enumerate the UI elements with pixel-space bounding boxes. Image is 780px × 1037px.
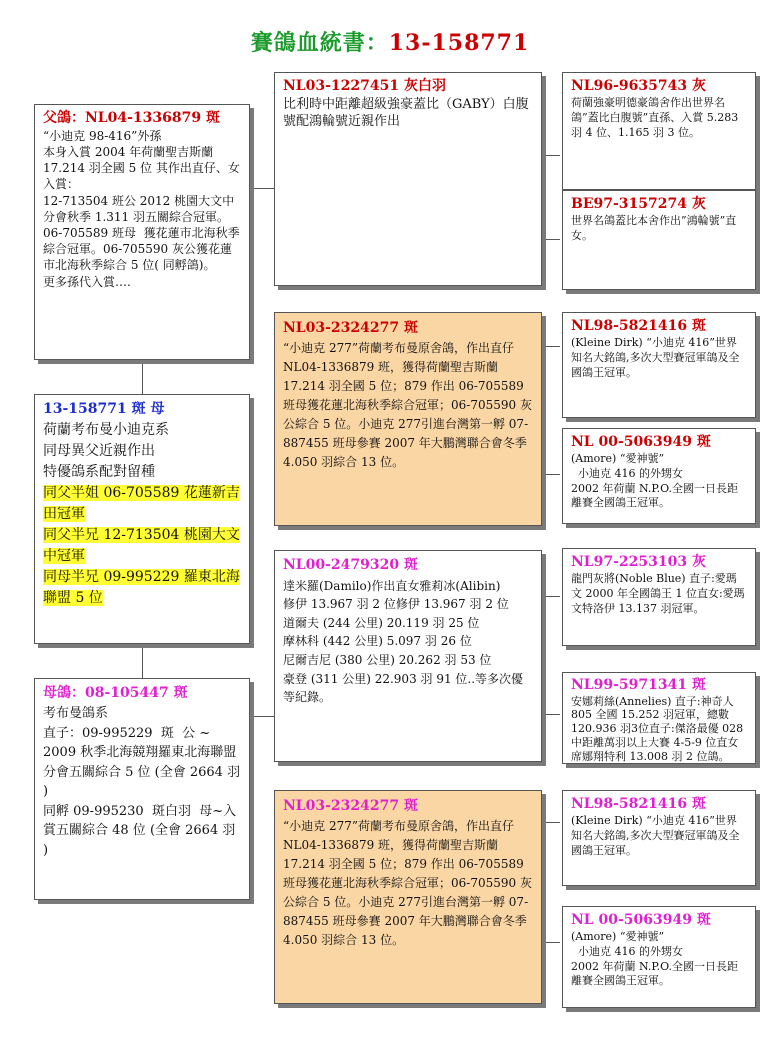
ddd-header: NL 00-5063949 斑	[571, 912, 711, 928]
dam-sire-line: 修伊 13.967 羽 2 位修伊 13.967 羽 2 位	[283, 597, 509, 612]
dam-header: 母鴿：08-105447 斑	[43, 685, 188, 701]
subject-box	[34, 394, 250, 644]
subject-line: 荷蘭考布曼小迪克系	[43, 422, 169, 438]
sds-header: NL98-5821416 斑	[571, 318, 706, 334]
sire-sire-description: 比利時中距離超級強豪蓋比（GABY）白腹號配鴻輪號近親作出	[283, 96, 529, 130]
ssd-description: 世界名鴿蓋比本舍作出”鴻輪號”直女。	[571, 213, 737, 242]
dss-description: 龍門灰將(Noble Blue) 直子:愛瑪文 2000 年全國鴿王 1 位直女:愛瑪文特洛伊 13.137 羽冠軍。	[571, 571, 745, 615]
dam-dam-header: NL03-2324277 斑	[283, 798, 418, 814]
subject-highlight: 同母半兄 09-995229 羅東北海聯盟 5 位	[43, 569, 240, 606]
ddd-box	[562, 906, 756, 1008]
sire-description: “小迪克 98-416”外孫 本身入賞 2004 年荷蘭聖吉斯蘭 17.214 羽全國 5 位 其作出直仔、女入賞： 12-713504 班公 2012 桃園大文中分會秋季 1.311 羽五關綜合冠軍。 06-705589 班母 獲花蓮市北海秋季綜合冠軍。06-705590 灰公獲花蓮市北海秋季綜合 5 位( 同孵鴿)。 更多孫代入賞….	[43, 128, 240, 289]
connector-line	[542, 714, 560, 715]
connector-line	[542, 942, 560, 943]
connector-line	[542, 596, 560, 597]
dds-description: (Kleine Dirk) “小迪克 416”世界知名大銘鴿,多次大型賽冠軍鴿及全國鴿王冠軍。	[571, 813, 740, 857]
connector-line	[542, 346, 560, 347]
dam-sire-line: 豪登 (311 公里) 22.903 羽 91 位..等多次優等紀錄。	[283, 671, 524, 705]
connector-line	[142, 644, 143, 678]
connector-line	[542, 239, 560, 240]
sss-description: 荷蘭強豪明德豪鴿舍作出世界名鴿”蓋比白腹號”直孫、入賞 5.283 羽 4 位、1.165 羽 3 位。	[571, 95, 739, 139]
dam-sire-line: 尼爾吉尼 (380 公里) 20.262 羽 53 位	[283, 653, 492, 668]
sire-dam-description: “小迪克 277”荷蘭考布曼原舍鴿，作出直仔 NL04-1336879 班，獲得荷蘭聖吉斯蘭 17.214 羽全國 5 位；879 作出 06-705589 班母獲花蓮北海秋季綜合冠軍；06-705590 灰公綜合 5 位。小迪克 277引進台灣第一孵 07-887455 班母參賽 2007 年大鵬灣聯合會冬季 4.050 羽綜合 13 位。	[283, 341, 532, 469]
connector-line	[250, 716, 274, 717]
connector-line	[250, 188, 274, 189]
subject-line: 同母異父近親作出	[43, 443, 155, 459]
subject-highlight: 同父半兄 12-713504 桃園大文中冠軍	[43, 527, 240, 564]
ddd-description: (Amore) “愛神號” 小迪克 416 的外甥女 2002 年荷蘭 N.P.O.全國一日長距離賽全國鴿王冠軍。	[571, 929, 738, 988]
connector-line	[542, 822, 560, 823]
dam-dam-description: “小迪克 277”荷蘭考布曼原舍鴿，作出直仔 NL04-1336879 班，獲得荷蘭聖吉斯蘭 17.214 羽全國 5 位；879 作出 06-705589 班母獲花蓮北海秋季綜合冠軍；06-705590 灰公綜合 5 位。小迪克 277引進台灣第一孵 07-887455 班母參賽 2007 年大鵬灣聯合會冬季 4.050 羽綜合 13 位。	[283, 819, 532, 947]
sire-box	[34, 104, 250, 360]
dam-description: 考布曼鴿系 直子：09-995229 斑 公 ~ 2009 秋季北海競翔羅東北海聯盟分會五關綜合 5 位 (全會 2664 羽 ) 同孵 09-995230 斑白羽 母~入賞五關綜合 48 位 (全會 2664 羽 )	[43, 706, 241, 858]
title-ring-number: 13-158771	[388, 30, 530, 56]
sdd-box	[562, 428, 756, 524]
sire-dam-header: NL03-2324277 斑	[283, 320, 418, 336]
sire-header: 父鴿：NL04-1336879 斑	[43, 110, 220, 126]
pedigree-title	[0, 26, 780, 57]
sire-dam-box	[274, 312, 542, 526]
dam-sire-line: 道爾夫 (244 公里) 20.119 羽 25 位	[283, 615, 480, 630]
sire-sire-box	[274, 72, 542, 286]
dsd-header: NL99-5971341 斑	[571, 677, 706, 693]
dam-sire-line: 摩林科 (442 公里) 5.097 羽 26 位	[283, 634, 472, 649]
sds-box	[562, 312, 756, 418]
sire-sire-header: NL03-1227451 灰白羽	[283, 78, 446, 94]
subject-highlight: 同父半姐 06-705589 花蓮新吉田冠軍	[43, 485, 240, 522]
sdd-header: NL 00-5063949 斑	[571, 434, 711, 450]
subject-line: 特優鴿系配對留種	[43, 464, 155, 480]
dsd-box	[562, 672, 756, 764]
dss-header: NL97-2253103 灰	[571, 554, 706, 570]
connector-line	[542, 474, 560, 475]
sss-box	[562, 72, 756, 190]
dam-sire-header: NL00-2479320 斑	[283, 557, 418, 573]
dam-sire-box	[274, 550, 542, 762]
sds-description: (Kleine Dirk) “小迪克 416”世界知名大銘鴿,多次大型賽冠軍鴿及全國鴿王冠軍。	[571, 335, 740, 379]
subject-header: 13-158771 斑 母	[43, 401, 165, 417]
dds-header: NL98-5821416 斑	[571, 796, 706, 812]
ssd-box	[562, 190, 756, 290]
dss-box	[562, 548, 756, 646]
sss-header: NL96-9635743 灰	[571, 78, 706, 94]
dds-box	[562, 790, 756, 886]
dam-sire-line: 達米羅(Damilo)作出直女雅莉冰(Alibin)	[283, 578, 501, 593]
sdd-description: (Amore) “愛神號” 小迪克 416 的外甥女 2002 年荷蘭 N.P.O.全國一日長距離賽全國鴿王冠軍。	[571, 451, 738, 510]
connector-line	[142, 360, 143, 394]
ssd-header: BE97-3157274 灰	[571, 196, 706, 212]
dam-box	[34, 678, 250, 900]
dam-dam-box	[274, 790, 542, 1004]
connector-line	[542, 155, 560, 156]
title-text: 賽鴿血統書：	[250, 30, 389, 56]
dsd-description: 安娜莉絲(Annelies) 直子:神奇人 805 全國 15.252 羽冠軍，總數 120.936 羽3位直子:傑洛最優 028 中距離萬羽以上大賽 4-5-9 位直女席娜翔特利 13.008 羽 2 位鴿。	[571, 694, 744, 763]
